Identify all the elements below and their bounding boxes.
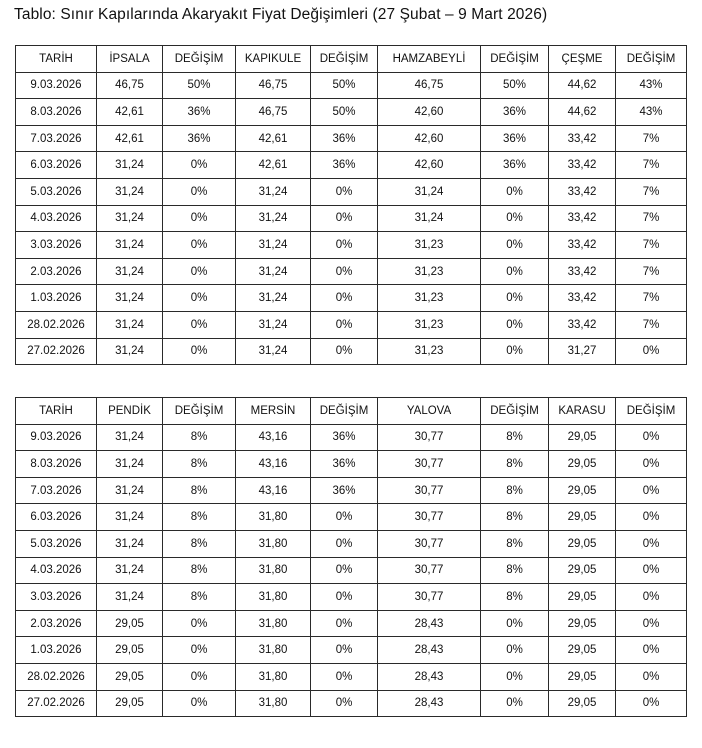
date-cell: 2.03.2026: [16, 258, 97, 285]
price-cell: 33,42: [549, 311, 616, 338]
column-header: HAMZABEYLİ: [378, 46, 481, 73]
price-cell: 30,77: [378, 504, 481, 531]
change-cell: 0%: [616, 424, 687, 451]
change-cell: 0%: [481, 637, 549, 664]
change-cell: 7%: [616, 152, 687, 179]
price-cell: 31,24: [236, 232, 311, 259]
change-cell: 8%: [163, 504, 236, 531]
price-cell: 31,24: [378, 178, 481, 205]
date-cell: 27.02.2026: [16, 338, 97, 365]
column-header: DEĞİŞİM: [163, 398, 236, 425]
table-row: [16, 125, 687, 152]
column-header: DEĞİŞİM: [616, 398, 687, 425]
change-cell: 0%: [311, 504, 378, 531]
price-cell: 29,05: [549, 477, 616, 504]
change-cell: 7%: [616, 258, 687, 285]
price-cell: 43,16: [236, 424, 311, 451]
price-cell: 31,24: [97, 477, 163, 504]
change-cell: 0%: [616, 663, 687, 690]
column-header: DEĞİŞİM: [481, 46, 549, 73]
price-cell: 28,43: [378, 690, 481, 717]
price-cell: 30,77: [378, 584, 481, 611]
change-cell: 0%: [481, 311, 549, 338]
price-cell: 31,80: [236, 690, 311, 717]
price-cell: 31,80: [236, 557, 311, 584]
change-cell: 0%: [311, 610, 378, 637]
price-cell: 29,05: [97, 610, 163, 637]
price-cell: 46,75: [236, 72, 311, 99]
price-cell: 42,60: [378, 99, 481, 126]
change-cell: 0%: [311, 178, 378, 205]
change-cell: 0%: [163, 311, 236, 338]
table-row: [16, 258, 687, 285]
date-cell: 1.03.2026: [16, 285, 97, 312]
date-cell: 5.03.2026: [16, 530, 97, 557]
change-cell: 7%: [616, 232, 687, 259]
change-cell: 0%: [311, 258, 378, 285]
price-cell: 30,77: [378, 424, 481, 451]
price-cell: 29,05: [97, 690, 163, 717]
date-cell: 7.03.2026: [16, 477, 97, 504]
price-cell: 44,62: [549, 72, 616, 99]
change-cell: 0%: [311, 311, 378, 338]
change-cell: 0%: [481, 232, 549, 259]
price-cell: 31,24: [97, 178, 163, 205]
table-row: [16, 424, 687, 451]
change-cell: 7%: [616, 285, 687, 312]
price-cell: 31,24: [97, 584, 163, 611]
table-row: [16, 205, 687, 232]
date-cell: 3.03.2026: [16, 584, 97, 611]
price-cell: 42,60: [378, 152, 481, 179]
change-cell: 36%: [311, 424, 378, 451]
price-cell: 31,80: [236, 584, 311, 611]
change-cell: 8%: [481, 424, 549, 451]
change-cell: 0%: [311, 530, 378, 557]
change-cell: 8%: [481, 477, 549, 504]
price-cell: 31,24: [236, 178, 311, 205]
date-cell: 9.03.2026: [16, 424, 97, 451]
table-row: [16, 530, 687, 557]
price-cell: 31,24: [97, 311, 163, 338]
change-cell: 36%: [311, 152, 378, 179]
change-cell: 7%: [616, 125, 687, 152]
date-cell: 9.03.2026: [16, 72, 97, 99]
price-cell: 42,61: [236, 152, 311, 179]
fuel-price-table-north: [15, 45, 687, 365]
change-cell: 36%: [481, 99, 549, 126]
change-cell: 7%: [616, 178, 687, 205]
change-cell: 0%: [616, 637, 687, 664]
price-cell: 31,24: [97, 557, 163, 584]
change-cell: 0%: [311, 637, 378, 664]
price-cell: 30,77: [378, 477, 481, 504]
price-cell: 29,05: [549, 451, 616, 478]
column-header: PENDİK: [97, 398, 163, 425]
price-cell: 28,43: [378, 610, 481, 637]
price-cell: 31,24: [236, 205, 311, 232]
price-cell: 46,75: [97, 72, 163, 99]
column-header: MERSİN: [236, 398, 311, 425]
price-cell: 31,23: [378, 232, 481, 259]
table-row: [16, 690, 687, 717]
price-cell: 31,24: [97, 285, 163, 312]
date-cell: 4.03.2026: [16, 557, 97, 584]
date-cell: 4.03.2026: [16, 205, 97, 232]
date-cell: 28.02.2026: [16, 311, 97, 338]
change-cell: 0%: [163, 610, 236, 637]
column-header: DEĞİŞİM: [163, 46, 236, 73]
change-cell: 0%: [163, 637, 236, 664]
price-cell: 28,43: [378, 663, 481, 690]
price-cell: 28,43: [378, 637, 481, 664]
price-cell: 33,42: [549, 178, 616, 205]
price-cell: 31,80: [236, 637, 311, 664]
price-cell: 31,24: [378, 205, 481, 232]
price-cell: 31,23: [378, 258, 481, 285]
change-cell: 0%: [311, 232, 378, 259]
change-cell: 0%: [616, 690, 687, 717]
change-cell: 0%: [481, 610, 549, 637]
change-cell: 8%: [481, 530, 549, 557]
change-cell: 8%: [481, 451, 549, 478]
change-cell: 8%: [481, 504, 549, 531]
table-row: [16, 663, 687, 690]
column-header: DEĞİŞİM: [616, 46, 687, 73]
table-row: [16, 504, 687, 531]
price-cell: 31,24: [97, 152, 163, 179]
change-cell: 36%: [163, 99, 236, 126]
price-cell: 33,42: [549, 258, 616, 285]
change-cell: 8%: [163, 451, 236, 478]
change-cell: 0%: [616, 530, 687, 557]
price-cell: 31,24: [97, 424, 163, 451]
price-cell: 31,24: [97, 338, 163, 365]
date-cell: 2.03.2026: [16, 610, 97, 637]
column-header: YALOVA: [378, 398, 481, 425]
price-cell: 29,05: [97, 663, 163, 690]
date-cell: 7.03.2026: [16, 125, 97, 152]
change-cell: 0%: [481, 690, 549, 717]
price-cell: 29,05: [549, 663, 616, 690]
change-cell: 7%: [616, 205, 687, 232]
change-cell: 36%: [311, 451, 378, 478]
change-cell: 0%: [163, 338, 236, 365]
price-cell: 44,62: [549, 99, 616, 126]
price-cell: 29,05: [549, 610, 616, 637]
change-cell: 0%: [481, 663, 549, 690]
date-cell: 6.03.2026: [16, 152, 97, 179]
date-cell: 6.03.2026: [16, 504, 97, 531]
change-cell: 50%: [311, 72, 378, 99]
change-cell: 8%: [481, 584, 549, 611]
price-cell: 30,77: [378, 530, 481, 557]
price-cell: 33,42: [549, 125, 616, 152]
price-cell: 43,16: [236, 451, 311, 478]
change-cell: 0%: [163, 285, 236, 312]
table-row: [16, 232, 687, 259]
fuel-price-table-south: [15, 397, 687, 717]
change-cell: 0%: [163, 663, 236, 690]
table-row: [16, 152, 687, 179]
table-row: [16, 178, 687, 205]
column-header: İPSALA: [97, 46, 163, 73]
price-cell: 31,24: [236, 258, 311, 285]
table-row: [16, 285, 687, 312]
price-cell: 31,23: [378, 338, 481, 365]
change-cell: 36%: [311, 125, 378, 152]
price-cell: 42,61: [97, 125, 163, 152]
price-cell: 29,05: [549, 637, 616, 664]
price-cell: 46,75: [378, 72, 481, 99]
change-cell: 43%: [616, 72, 687, 99]
change-cell: 0%: [163, 178, 236, 205]
price-cell: 46,75: [236, 99, 311, 126]
change-cell: 43%: [616, 99, 687, 126]
price-cell: 33,42: [549, 285, 616, 312]
table-row: [16, 477, 687, 504]
price-cell: 29,05: [549, 424, 616, 451]
column-header: DEĞİŞİM: [311, 398, 378, 425]
price-cell: 31,80: [236, 530, 311, 557]
price-cell: 31,24: [97, 451, 163, 478]
table-row: [16, 584, 687, 611]
price-cell: 31,24: [97, 258, 163, 285]
column-header: DEĞİŞİM: [311, 46, 378, 73]
price-cell: 31,24: [236, 338, 311, 365]
change-cell: 50%: [163, 72, 236, 99]
change-cell: 36%: [481, 152, 549, 179]
table-row: [16, 99, 687, 126]
price-cell: 29,05: [549, 557, 616, 584]
price-cell: 33,42: [549, 205, 616, 232]
change-cell: 0%: [163, 205, 236, 232]
change-cell: 0%: [616, 477, 687, 504]
column-header: DEĞİŞİM: [481, 398, 549, 425]
price-cell: 31,27: [549, 338, 616, 365]
change-cell: 0%: [481, 285, 549, 312]
price-cell: 29,05: [549, 504, 616, 531]
change-cell: 8%: [163, 584, 236, 611]
change-cell: 0%: [616, 557, 687, 584]
change-cell: 0%: [163, 690, 236, 717]
price-cell: 33,42: [549, 232, 616, 259]
price-cell: 31,24: [97, 205, 163, 232]
change-cell: 0%: [311, 663, 378, 690]
price-cell: 31,24: [236, 285, 311, 312]
change-cell: 8%: [163, 557, 236, 584]
table-row: [16, 557, 687, 584]
change-cell: 0%: [163, 258, 236, 285]
change-cell: 0%: [481, 205, 549, 232]
change-cell: 0%: [311, 584, 378, 611]
price-cell: 31,23: [378, 311, 481, 338]
change-cell: 0%: [481, 258, 549, 285]
change-cell: 0%: [311, 557, 378, 584]
change-cell: 8%: [163, 424, 236, 451]
price-cell: 42,61: [97, 99, 163, 126]
table-row: [16, 610, 687, 637]
document-title: Tablo: Sınır Kapılarında Akaryakıt Fiyat Değişimleri (27 Şubat – 9 Mart 2026): [14, 6, 548, 23]
price-cell: 31,24: [236, 311, 311, 338]
change-cell: 0%: [311, 285, 378, 312]
price-cell: 33,42: [549, 152, 616, 179]
date-cell: 28.02.2026: [16, 663, 97, 690]
column-header-date: TARİH: [16, 46, 97, 73]
change-cell: 8%: [163, 477, 236, 504]
change-cell: 0%: [616, 451, 687, 478]
change-cell: 50%: [311, 99, 378, 126]
column-header: ÇEŞME: [549, 46, 616, 73]
price-cell: 30,77: [378, 451, 481, 478]
column-header-date: TARİH: [16, 398, 97, 425]
change-cell: 0%: [481, 178, 549, 205]
price-cell: 30,77: [378, 557, 481, 584]
price-cell: 31,24: [97, 232, 163, 259]
change-cell: 8%: [163, 530, 236, 557]
change-cell: 36%: [481, 125, 549, 152]
date-cell: 1.03.2026: [16, 637, 97, 664]
change-cell: 0%: [616, 504, 687, 531]
price-cell: 31,80: [236, 610, 311, 637]
table-row: [16, 451, 687, 478]
change-cell: 0%: [616, 610, 687, 637]
date-cell: 3.03.2026: [16, 232, 97, 259]
price-cell: 29,05: [97, 637, 163, 664]
price-cell: 31,24: [97, 530, 163, 557]
change-cell: 0%: [311, 338, 378, 365]
change-cell: 0%: [163, 232, 236, 259]
price-cell: 31,23: [378, 285, 481, 312]
date-cell: 5.03.2026: [16, 178, 97, 205]
table-row: [16, 72, 687, 99]
change-cell: 36%: [163, 125, 236, 152]
change-cell: 50%: [481, 72, 549, 99]
price-cell: 31,80: [236, 663, 311, 690]
change-cell: 36%: [311, 477, 378, 504]
price-cell: 29,05: [549, 530, 616, 557]
price-cell: 31,80: [236, 504, 311, 531]
change-cell: 0%: [311, 690, 378, 717]
column-header: KAPIKULE: [236, 46, 311, 73]
price-cell: 42,61: [236, 125, 311, 152]
table-row: [16, 637, 687, 664]
table-header-row: [16, 46, 687, 73]
table-row: [16, 311, 687, 338]
change-cell: 0%: [311, 205, 378, 232]
table-header-row: [16, 398, 687, 425]
price-cell: 29,05: [549, 690, 616, 717]
date-cell: 27.02.2026: [16, 690, 97, 717]
change-cell: 8%: [481, 557, 549, 584]
date-cell: 8.03.2026: [16, 451, 97, 478]
change-cell: 0%: [616, 338, 687, 365]
change-cell: 0%: [616, 584, 687, 611]
price-cell: 29,05: [549, 584, 616, 611]
change-cell: 0%: [163, 152, 236, 179]
price-cell: 31,24: [97, 504, 163, 531]
price-cell: 43,16: [236, 477, 311, 504]
column-header: KARASU: [549, 398, 616, 425]
change-cell: 7%: [616, 311, 687, 338]
date-cell: 8.03.2026: [16, 99, 97, 126]
table-row: [16, 338, 687, 365]
change-cell: 0%: [481, 338, 549, 365]
price-cell: 42,60: [378, 125, 481, 152]
